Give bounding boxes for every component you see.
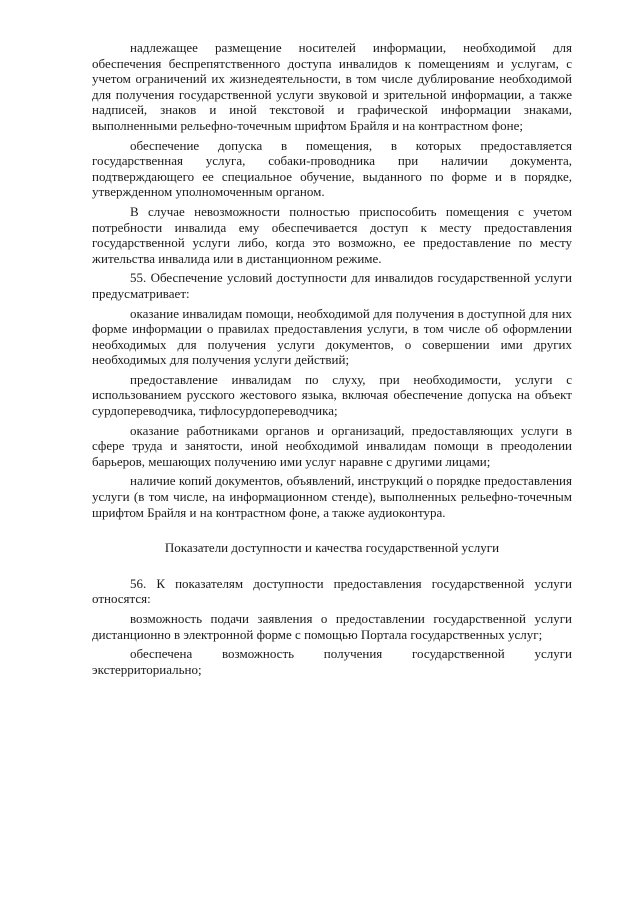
paragraph-braille-info: надлежащее размещение носителей информации, необходимой для обеспечения беспрепятственного доступа инвалидов к помещениям и услугам, с учетом ограничений их жизнедеятельности, в том числе дублирование необходимой для получения государственной услуги звуковой и зрительной информации, а также надписей, знаков и иной текстовой и графической информации знаками, выполненными рельефно-точечным шрифтом Брайля и на контрастном фоне; (92, 40, 572, 133)
paragraph-remote-service: В случае невозможности полностью приспособить помещения с учетом потребности инвалида ему обеспечивается доступ к месту предоставления государственной услуги либо, когда это возможно, ее предоставление по месту жительства инвалида или в дистанционном режиме. (92, 203, 572, 266)
paragraph-item-56: 56. К показателям доступности предоставления государственной услуги относятся: (92, 575, 572, 607)
paragraph-online-application: возможность подачи заявления о предоставлении государственной услуги дистанционно в электронной форме с помощью Портала государственных услуг; (92, 611, 572, 642)
paragraph-barriers: оказание работниками органов и организаций, предоставляющих услуги в сфере труда и занятости, иной необходимой инвалидам помощи в преодолении барьеров, мешающих получению ими услуг наравне с другими лицами; (92, 422, 572, 469)
paragraph-assistance: оказание инвалидам помощи, необходимой для получения в доступной для них форме информации о правилах предоставления услуги, в том числе об оформлении необходимых для получения услуги документов, о совершении ими других необходимых для получения услуги действий; (92, 305, 572, 368)
paragraph-document-copies: наличие копий документов, объявлений, инструкций о порядке предоставления услуги (в том числе, на информационном стенде), выполненных рельефно-точечным шрифтом Брайля и на контрастном фоне, а также аудиоконтура. (92, 473, 572, 520)
paragraph-extraterritorial: обеспечена возможность получения государственной услуги экстерриториально; (92, 646, 572, 677)
paragraph-guide-dog: обеспечение допуска в помещения, в которых предоставляется государственная услуга, собаки-проводника при наличии документа, подтверждающего ее специальное обучение, выданного по форме и в порядке, утвержденном уполномоченным органом. (92, 137, 572, 200)
section-heading: Показатели доступности и качества государственной услуги (164, 540, 500, 556)
paragraph-item-55: 55. Обеспечение условий доступности для инвалидов государственной услуги предусматривает: (92, 270, 572, 301)
paragraph-sign-language: предоставление инвалидам по слуху, при необходимости, услуги с использованием русского жестового языка, включая обеспечение допуска на объект сурдопереводчика, тифлосурдопереводчика; (92, 371, 572, 419)
